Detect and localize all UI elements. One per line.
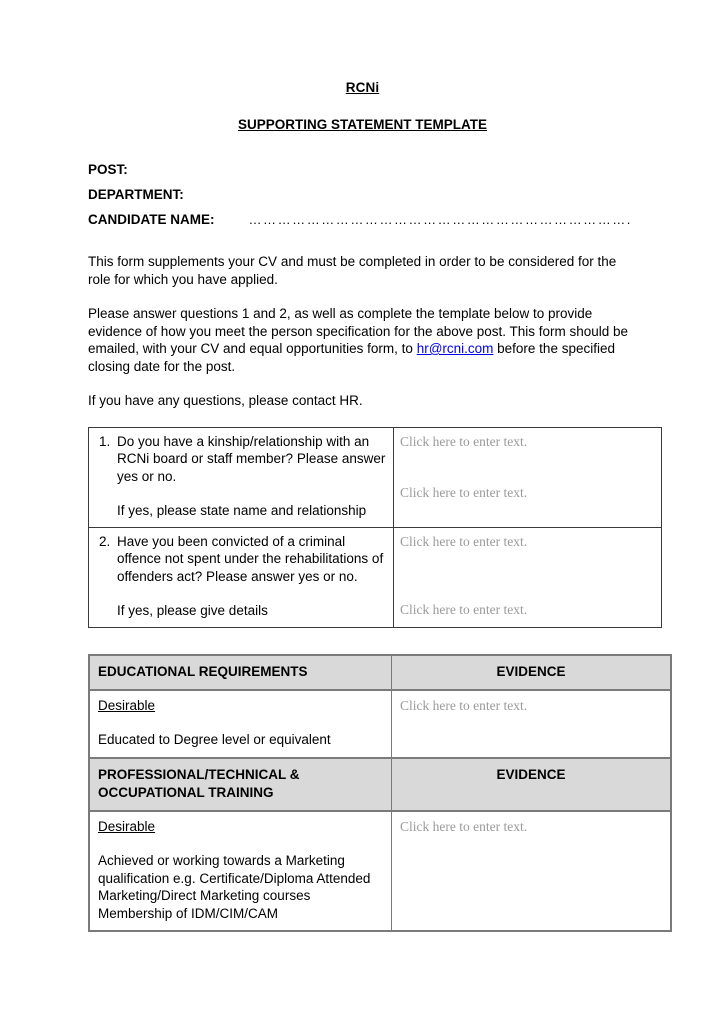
hr-email-link[interactable]: hr@rcni.com xyxy=(416,341,494,356)
educational-requirements-heading: EDUCATIONAL REQUIREMENTS xyxy=(89,655,392,690)
educational-requirements-body: Educated to Degree level or equivalent xyxy=(98,732,331,747)
table-row xyxy=(89,690,671,758)
question-2-answer-placeholder-1[interactable]: Click here to enter text. xyxy=(400,533,528,549)
professional-desirable-label: Desirable xyxy=(98,818,156,834)
professional-evidence-heading: EVIDENCE xyxy=(392,758,672,811)
instructions-paragraph xyxy=(88,305,637,375)
question-2-spacer xyxy=(95,585,387,602)
document-title xyxy=(88,80,637,95)
intro-paragraph: This form supplements your CV and must be completed in order to be considered for the role for which you have applied. xyxy=(88,254,617,287)
document-subtitle-text: SUPPORTING STATEMENT TEMPLATE xyxy=(238,117,487,132)
instructions-text-before: Please answer questions 1 and 2, as well as complete the template below to provide evidence of how you meet the person specification for the above post. This form should be emailed, with your CV and equal opportunities form, to xyxy=(88,306,629,356)
field-candidate-name-dots: ……………………………………………………………………. xyxy=(248,212,632,227)
question-2-answer-cell[interactable] xyxy=(394,527,662,627)
professional-training-heading: PROFESSIONAL/TECHNICAL & OCCUPATIONAL TRAINING xyxy=(89,758,392,811)
question-1-followup-indent xyxy=(95,502,117,520)
document-title-text: RCNi xyxy=(345,80,380,95)
question-1-text: Do you have a kinship/relationship with an RCNi board or staff member? Please answer yes or no. xyxy=(117,433,386,484)
professional-evidence-placeholder[interactable]: Click here to enter text. xyxy=(400,818,528,834)
question-2-answer-placeholder-2[interactable]: Click here to enter text. xyxy=(400,602,528,617)
field-candidate-name xyxy=(88,212,637,227)
professional-training-body: Achieved or working towards a Marketing qualification e.g. Certificate/Diploma Attended Marketing/Direct Marketing courses Membership of IDM/CIM/CAM xyxy=(98,853,371,921)
question-2-answer-spacer xyxy=(400,550,655,601)
field-candidate-name-label: CANDIDATE NAME: xyxy=(88,212,215,227)
educational-evidence-placeholder[interactable]: Click here to enter text. xyxy=(400,697,528,713)
question-2-main xyxy=(95,533,387,586)
table-row xyxy=(89,527,662,627)
question-1-answer-spacer xyxy=(400,450,655,484)
question-1-answer-cell[interactable] xyxy=(394,427,662,527)
question-2-text: Have you been convicted of a criminal offence not spent under the rehabilitations of offenders act? Please answer yes or no. xyxy=(117,533,384,584)
questions-table xyxy=(88,427,662,628)
professional-training-header-row xyxy=(89,758,671,811)
document-content xyxy=(88,80,637,932)
field-department xyxy=(88,187,637,202)
professional-training-cell xyxy=(89,811,392,932)
table-row xyxy=(89,427,662,527)
question-2-followup-indent xyxy=(95,602,117,620)
specification-table xyxy=(88,654,672,933)
educational-evidence-heading: EVIDENCE xyxy=(392,655,672,690)
field-post xyxy=(88,162,637,177)
field-post-label: POST: xyxy=(88,162,128,177)
question-1-main xyxy=(95,433,387,486)
question-1-followup: If yes, please state name and relationship xyxy=(117,503,367,518)
questions-contact-paragraph: If you have any questions, please contact HR. xyxy=(88,393,363,408)
question-2-number: 2. xyxy=(99,533,111,549)
field-department-label: DEPARTMENT: xyxy=(88,187,184,202)
question-1-followup-row xyxy=(95,502,387,520)
question-1-cell xyxy=(89,427,394,527)
table-row xyxy=(89,811,671,932)
educational-desirable-label: Desirable xyxy=(98,697,156,713)
educational-evidence-cell[interactable] xyxy=(392,690,672,758)
question-1-number: 1. xyxy=(99,433,111,449)
question-2-followup-row xyxy=(95,602,387,620)
question-1-answer-placeholder-1[interactable]: Click here to enter text. xyxy=(400,433,528,449)
document-subtitle xyxy=(88,117,637,132)
question-2-cell xyxy=(89,527,394,627)
professional-evidence-cell[interactable] xyxy=(392,811,672,932)
instructions-text-after: before the specified closing date for the post. xyxy=(88,341,615,374)
question-1-answer-placeholder-2[interactable]: Click here to enter text. xyxy=(400,485,528,500)
educational-requirements-cell xyxy=(89,690,392,758)
educational-requirements-header-row xyxy=(89,655,671,690)
question-2-followup: If yes, please give details xyxy=(117,603,268,618)
question-1-spacer xyxy=(95,485,387,502)
